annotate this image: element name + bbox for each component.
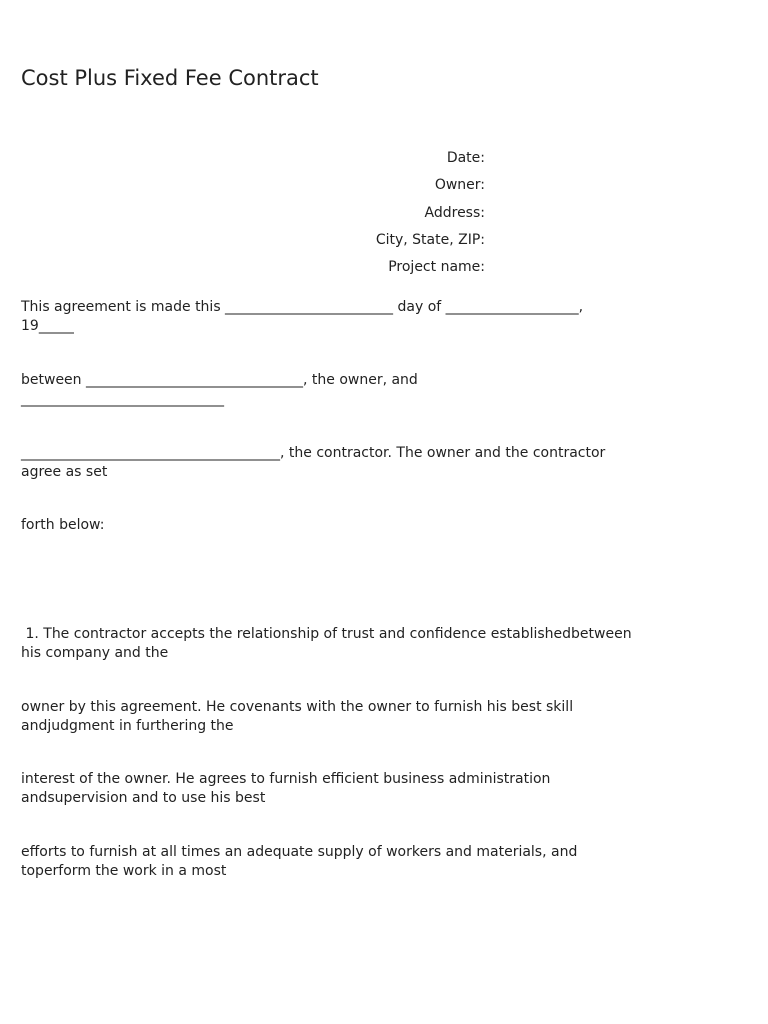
clause-1-paragraph: 1. The contractor accepts the relationship of trust and confidence establishedbetween his company and the	[21, 626, 632, 661]
owner-label: Owner:	[434, 177, 485, 194]
agreement-date-paragraph: This agreement is made this ________________________ day of ___________________, 19_____	[21, 299, 584, 334]
between-owner-paragraph: between _______________________________, the owner, and _____________________________	[21, 372, 418, 407]
clause-1-continued-interest: interest of the owner. He agrees to furnish efficient business administration andsupervision and to use his best	[21, 771, 551, 806]
document-title: Cost Plus Fixed Fee Contract	[21, 66, 319, 90]
city-state-zip-label: City, State, ZIP:	[375, 231, 485, 248]
address-label: Address:	[424, 204, 485, 221]
date-label: Date:	[446, 150, 485, 166]
contractor-paragraph: _____________________________________, the contractor. The owner and the contractor agree as set	[21, 445, 606, 480]
header-fields	[376, 145, 485, 281]
forth-below-paragraph: forth below:	[21, 517, 105, 533]
project-name-label: Project name:	[388, 259, 485, 276]
clause-1-continued-owner: owner by this agreement. He covenants with the owner to furnish his best skill andjudgment in furthering the	[21, 699, 574, 734]
clause-1-continued-efforts: efforts to furnish at all times an adequate supply of workers and materials, and toperform the work in a most	[21, 844, 578, 879]
